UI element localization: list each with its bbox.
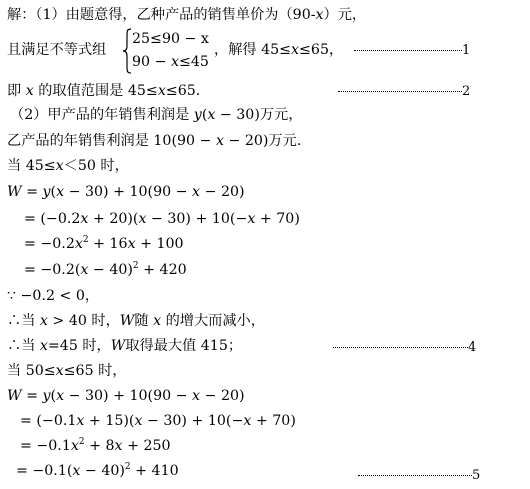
var-x: x [56,184,65,200]
text: 的增大而减小， [161,313,265,329]
inequality-row-2 [132,53,209,71]
solution-line-13 [7,337,242,355]
exponent: 2 [78,437,85,447]
text: − 20) [200,184,245,200]
solution-line-14 [7,362,126,380]
left-brace-icon [122,28,132,74]
solution-line-3 [7,82,210,100]
text: − 20) [200,388,245,404]
var-x: x [134,413,143,429]
var-y: y [42,184,51,200]
dotted-leader [358,475,472,476]
score-mark-5 [358,468,480,484]
text: − 30) + 10(− [146,211,248,227]
var-x: x [70,438,79,454]
var-x: x [170,54,179,70]
text: = −0.1( [16,463,73,479]
text: ∵ −0.2 < 0， [7,288,100,304]
text: + 420 [138,262,187,278]
var-x: x [114,438,123,454]
var-y: y [193,107,202,123]
var-x: x [55,158,64,174]
text: + 250 [122,438,171,454]
text: ( [201,107,208,123]
solution-line-7 [7,183,245,201]
text: = [21,388,43,404]
solution-line-12 [7,312,265,330]
var-x: x [55,363,64,379]
text: 随 [134,313,154,329]
solution-line-10 [24,261,187,279]
var-x: x [127,236,136,252]
var-x: x [74,236,83,252]
text: > 40 时， [47,313,120,329]
text: ∴当 [7,338,40,354]
text: − 30)万元， [215,107,303,123]
text: 90 − [132,54,171,70]
var-x: x [192,388,201,404]
score-mark-2 [338,84,470,100]
solution-line-1 [7,6,366,24]
var-x: x [80,262,89,278]
solution-line-17 [20,437,171,455]
var-x: x [207,107,216,123]
solution-line-2-result [214,41,343,59]
text: + 70) [251,413,296,429]
mark-number: 2 [462,84,471,99]
text: + 100 [135,236,184,252]
text: + 8 [84,438,115,454]
var-x: x [157,83,166,99]
text: − 30) + 10(90 − [64,184,193,200]
solution-line-16 [20,412,296,430]
text: − 20)万元． [223,133,312,149]
text: + 70) [255,211,300,227]
var-x: x [215,133,224,149]
text: ≤65， [299,42,344,58]
inequality-system [122,28,210,74]
solution-line-4 [10,106,302,124]
text: − 30) + 10(− [142,413,244,429]
solution-line-6 [7,157,129,175]
var-x: x [39,313,48,329]
var-x: x [56,388,65,404]
text: − 40) [88,262,133,278]
var-x: x [192,184,201,200]
text: ( [50,184,57,200]
exponent: 2 [124,462,131,472]
var-x: x [72,463,81,479]
text: ）元， [323,7,367,23]
text: = (−0.2 [24,211,81,227]
text: ，解得 45≤ [214,42,292,58]
var-x: x [243,413,252,429]
var-x: x [80,211,89,227]
inequality-row-1 [132,30,209,48]
dotted-leader [354,50,462,51]
text: = (−0.1 [20,413,77,429]
text: = [21,184,43,200]
text: 解：（1）由题意得，乙种产品的销售单价为（90- [7,7,316,23]
text: = −0.1 [20,438,71,454]
solution-line-5 [7,132,311,150]
text: 的取值范围是 45≤ [33,83,158,99]
text: = −0.2 [24,236,75,252]
var-W: W [7,388,22,404]
text: + 16 [88,236,128,252]
solution-line-9 [24,235,184,253]
text: 取得最大值 415； [125,338,243,354]
text: + 15)( [84,413,135,429]
text: ≤65． [165,83,210,99]
text: + 20)( [88,211,139,227]
text: 乙产品的年销售利润是 10(90 − [7,133,216,149]
var-x: x [153,313,162,329]
text: 当 45≤ [7,158,56,174]
mark-number: 1 [462,43,471,58]
solution-line-11 [7,287,99,305]
var-W: W [119,313,135,329]
text: =45 时， [47,338,111,354]
text: − 30) + 10(90 − [64,388,193,404]
mark-number: 5 [472,468,481,483]
var-x: x [25,83,34,99]
var-x: x [138,211,147,227]
mark-number: 4 [468,340,477,355]
text: ＜50 时， [63,158,129,174]
text: ≤45 [178,54,209,70]
text: 且满足不等式组 [7,42,107,58]
solution-line-15 [7,387,245,405]
dotted-leader [333,347,468,348]
text: 即 [7,83,26,99]
dotted-leader [338,91,462,92]
var-y: y [42,388,51,404]
text: 25≤90 − x [132,31,209,47]
var-x: x [247,211,256,227]
text: ≤65 时， [63,363,127,379]
score-mark-4 [333,340,476,356]
var-x: x [291,42,300,58]
text: 当 50≤ [7,363,56,379]
solution-line-8 [24,210,300,228]
exponent: 2 [132,261,139,271]
text: + 410 [130,463,179,479]
text: = −0.2( [24,262,81,278]
text: ( [50,388,57,404]
solution-line-2 [7,41,106,59]
exponent: 2 [82,235,89,245]
text: ∴当 [7,313,40,329]
var-x: x [76,413,85,429]
var-x: x [315,7,324,23]
text: − 40) [80,463,125,479]
var-W: W [110,338,126,354]
text: （2）甲产品的年销售利润是 [10,107,194,123]
var-W: W [7,184,22,200]
score-mark-1 [354,43,470,59]
var-x: x [39,338,48,354]
solution-line-18 [16,462,179,480]
